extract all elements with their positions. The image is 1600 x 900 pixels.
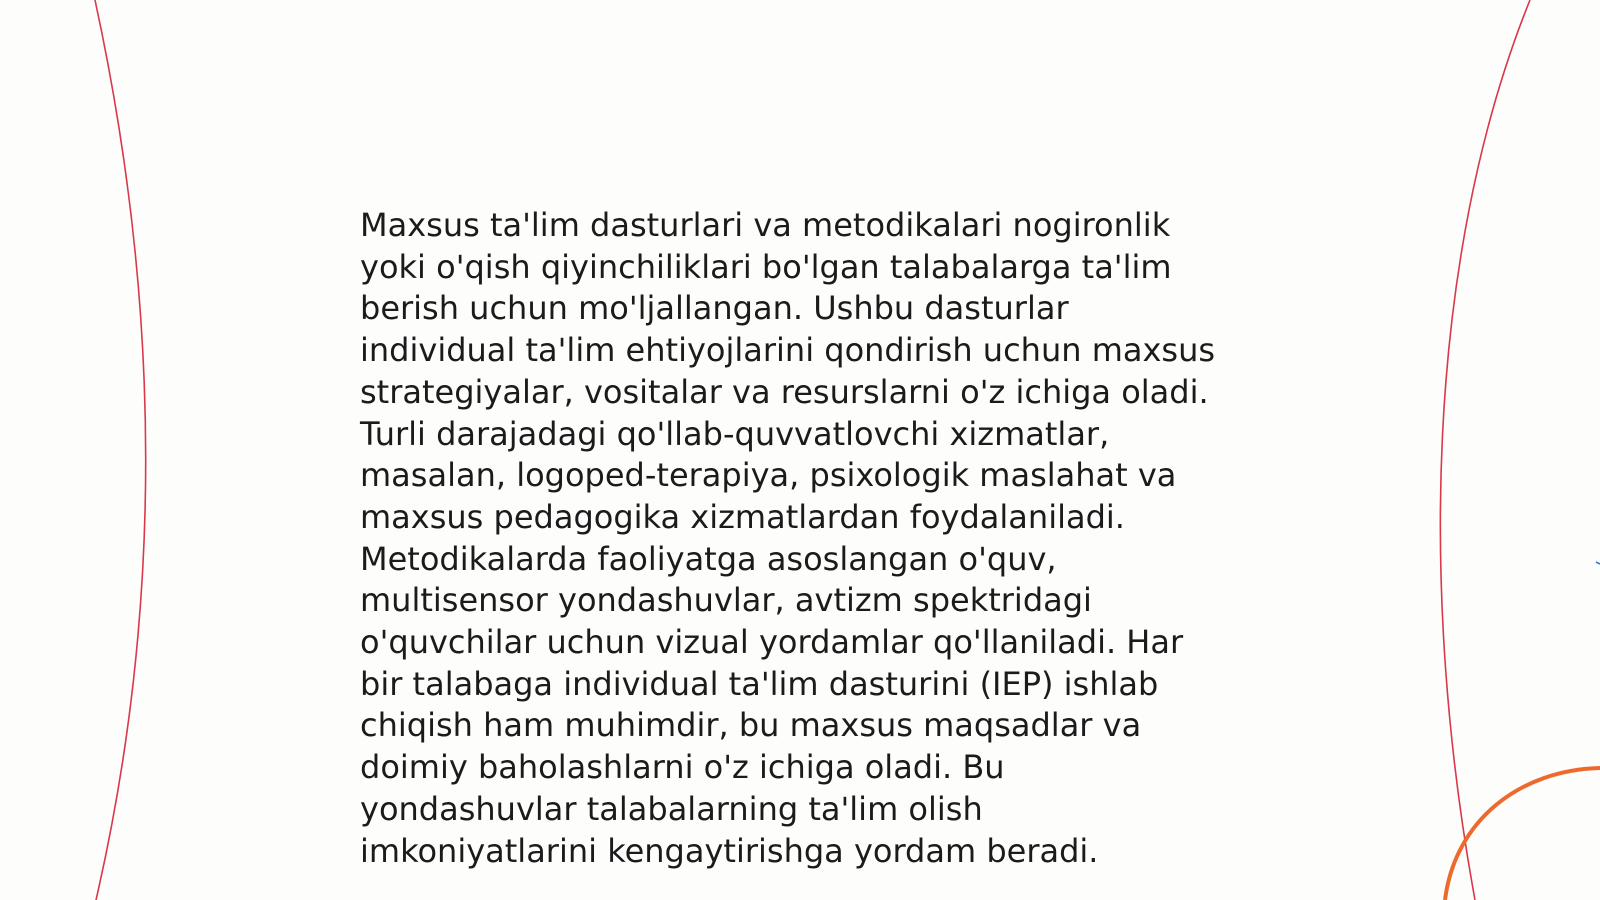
blue-tick: [1596, 562, 1600, 564]
left-red-curve: [95, 0, 146, 900]
slide-body-text: Maxsus ta'lim dasturlari va metodikalari nogironlik yoki o'qish qiyinchiliklari bo'lgan talabalarga ta'lim berish uchun mo'ljallangan. Ushbu dasturlar individual ta'lim ehtiyojlarini qondirish uchun maxsus strategiyalar, vositalar va resurslarni o'z ichiga oladi. Turli darajadagi qo'llab-quvvatlovchi xizmatlar, masalan, logoped-terapiya, psixologik maslahat va maxsus pedagogika xizmatlardan foydalaniladi. Metodikalarda faoliyatga asoslangan o'quv, multisensor yondashuvlar, avtizm spektridagi o'quvchilar uchun vizual yordamlar qo'llaniladi. Har bir talabaga individual ta'lim dasturini (IEP) ishlab chiqish ham muhimdir, bu maxsus maqsadlar va doimiy baholashlarni o'z ichiga oladi. Bu yondashuvlar talabalarning ta'lim olish imkoniyatlarini kengaytirishga yordam beradi.: [360, 206, 1216, 870]
right-red-curve: [1440, 0, 1530, 900]
orange-arc: [1445, 768, 1600, 900]
